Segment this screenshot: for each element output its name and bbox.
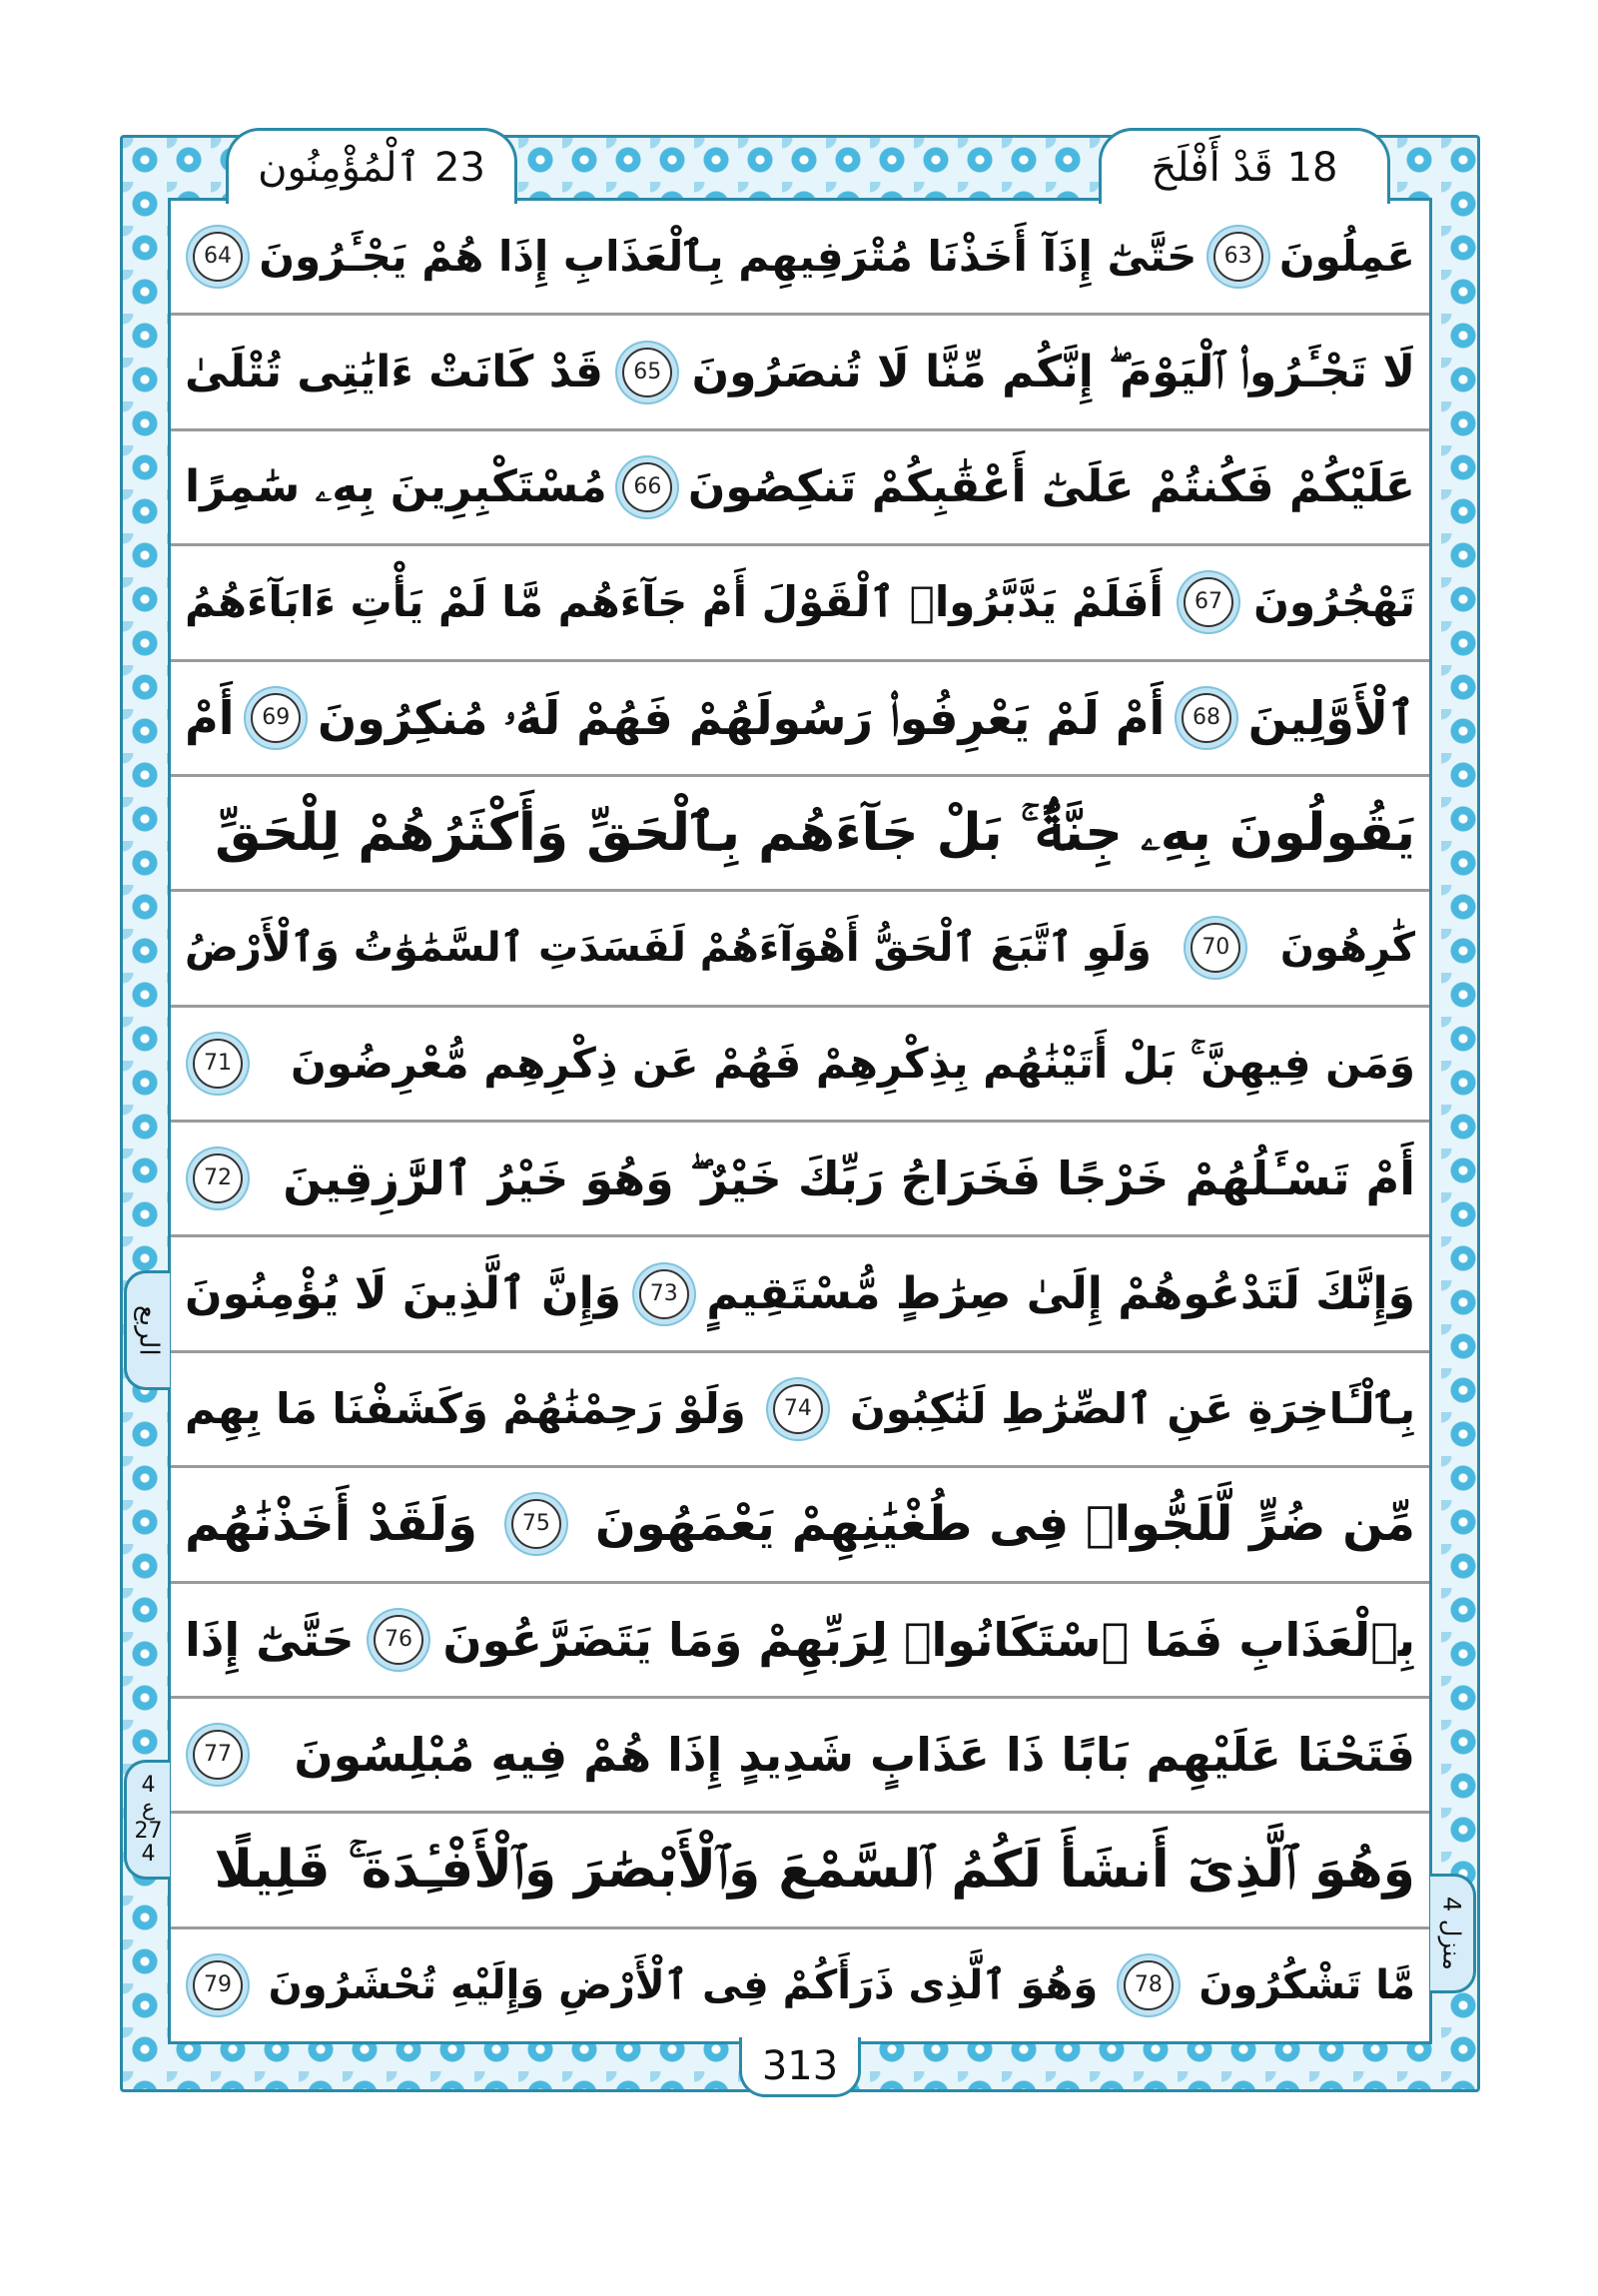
ruku-top: 4 bbox=[141, 1772, 156, 1798]
verse-text: وَلَوْ رَحِمْنَٰهُمْ وَكَشَفْنَا مَا بِهِم bbox=[185, 1383, 746, 1433]
ayah-marker: 71 bbox=[193, 1039, 243, 1089]
text-line bbox=[171, 431, 1429, 546]
verse-text: فَتَحْنَا عَلَيْهِم بَابًا ذَا عَذَابٍ شَدِيدٍ إِذَا هُمْ فِيهِ مُبْلِسُونَ bbox=[294, 1728, 1415, 1783]
verse-lines bbox=[171, 201, 1429, 2041]
rub-marker bbox=[124, 1270, 170, 1390]
ruku-bottom: 4 bbox=[141, 1842, 156, 1868]
manzil-label: منزل 4 bbox=[1437, 1897, 1466, 1970]
text-line bbox=[171, 777, 1429, 892]
text-line bbox=[171, 1353, 1429, 1468]
manzil-marker bbox=[1430, 1874, 1476, 1993]
text-line bbox=[171, 1237, 1429, 1352]
verse-text: لَا تَجْـَٔرُوا۟ ٱلْيَوْمَ ۖ إِنَّكُم مِّنَّا لَا تُنصَرُونَ bbox=[691, 346, 1415, 397]
ayah-marker: 63 bbox=[1213, 232, 1263, 282]
verse-text: تَهْجُرُونَ bbox=[1253, 577, 1415, 627]
text-line bbox=[171, 316, 1429, 430]
verse-text: وَهُوَ ٱلَّذِىٓ أَنشَأَ لَكُمُ ٱلسَّمْعَ وَٱلْأَبْصَٰرَ وَٱلْأَفْـِٔدَةَ ۚ قَلِيلًا bbox=[214, 1840, 1415, 1901]
ayah-marker: 72 bbox=[193, 1153, 243, 1203]
verse-text: ٱلْأَوَّلِينَ bbox=[1247, 690, 1415, 745]
para-name: قَدْ أَفْلَحَ bbox=[1151, 144, 1273, 191]
verse-text: وَلَوِ ٱتَّبَعَ ٱلْحَقُّ أَهْوَآءَهُمْ لَفَسَدَتِ ٱلسَّمَٰوَٰتُ وَٱلْأَرْضُ bbox=[185, 925, 1152, 972]
text-line bbox=[171, 1008, 1429, 1123]
verse-text: يَقُولُونَ بِهِۦ جِنَّةٌۢ ۚ بَلْ جَآءَهُم بِٱلْحَقِّ وَأَكْثَرُهُمْ لِلْحَقِّ bbox=[215, 803, 1415, 864]
ayah-marker: 66 bbox=[622, 462, 672, 512]
ayah-marker: 79 bbox=[193, 1960, 243, 2010]
ayah-marker: 74 bbox=[773, 1384, 823, 1434]
ayah-marker: 69 bbox=[251, 693, 301, 743]
verse-text: مُسْتَكْبِرِينَ بِهِۦ سَٰمِرًا bbox=[185, 460, 607, 512]
verse-text: مَّا تَشْكُرُونَ bbox=[1198, 1961, 1415, 2008]
rub-marker-label: الربع bbox=[133, 1304, 164, 1356]
ayah-marker: 65 bbox=[622, 348, 672, 397]
surah-title-cartouche bbox=[226, 128, 517, 204]
para-title-cartouche bbox=[1099, 128, 1390, 204]
surah-number: 23 bbox=[434, 144, 485, 191]
text-line bbox=[171, 1814, 1429, 1928]
verse-text: عَمِلُونَ bbox=[1278, 232, 1415, 282]
verse-text: وَإِنَّكَ لَتَدْعُوهُمْ إِلَىٰ صِرَٰطٍ مُّسْتَقِيمٍ bbox=[706, 1267, 1415, 1319]
verse-text: بِٱلْـَٔاخِرَةِ عَنِ ٱلصِّرَٰطِ لَنَٰكِبُونَ bbox=[850, 1383, 1415, 1433]
verse-text: أَفَلَمْ يَدَّبَّرُوا۟ ٱلْقَوْلَ أَمْ جَآءَهُم مَّا لَمْ يَأْتِ ءَابَآءَهُمُ bbox=[185, 577, 1164, 627]
surah-name: ٱلْمُؤْمِنُون bbox=[258, 144, 421, 191]
text-line bbox=[171, 201, 1429, 316]
verse-text: كَٰرِهُونَ bbox=[1279, 925, 1415, 972]
ayah-marker: 67 bbox=[1184, 577, 1233, 627]
verse-text: عَلَيْكُمْ فَكُنتُمْ عَلَىٰٓ أَعْقَٰبِكُمْ تَنكِصُونَ bbox=[687, 460, 1415, 512]
page-number-cartouche bbox=[739, 2037, 861, 2097]
verse-text: أَمْ تَسْـَٔلُهُمْ خَرْجًا فَخَرَاجُ رَبِّكَ خَيْرٌ ۖ وَهُوَ خَيْرُ ٱلرَّٰزِقِينَ bbox=[283, 1151, 1415, 1206]
ayah-marker: 70 bbox=[1191, 923, 1240, 973]
verse-text: أَمْ لَمْ يَعْرِفُوا۟ رَسُولَهُمْ فَهُمْ لَهُۥ مُنكِرُونَ bbox=[318, 690, 1166, 745]
text-line bbox=[171, 1123, 1429, 1237]
verse-text: حَتَّىٰٓ إِذَا bbox=[185, 1612, 355, 1667]
ayah-marker: 68 bbox=[1182, 693, 1231, 743]
page-number: 313 bbox=[761, 2042, 839, 2089]
text-line bbox=[171, 546, 1429, 661]
ayah-marker: 64 bbox=[193, 232, 243, 282]
ayah-marker: 73 bbox=[639, 1269, 689, 1319]
ayah-marker: 78 bbox=[1124, 1960, 1174, 2010]
text-line bbox=[171, 1584, 1429, 1699]
ruku-middle: 27 bbox=[134, 1819, 163, 1844]
verse-text: بِٱلْعَذَابِ فَمَا ٱسْتَكَانُوا۟ لِرَبِّهِمْ وَمَا يَتَضَرَّعُونَ bbox=[442, 1612, 1415, 1667]
text-line bbox=[171, 662, 1429, 777]
verse-text: حَتَّىٰٓ إِذَآ أَخَذْنَا مُتْرَفِيهِم بِٱلْعَذَابِ إِذَا هُمْ يَجْـَٔرُونَ bbox=[259, 232, 1198, 282]
verse-text: مِّن ضُرٍّ لَّلَجُّوا۟ فِى طُغْيَٰنِهِمْ يَعْمَهُونَ bbox=[594, 1496, 1415, 1553]
text-line bbox=[171, 892, 1429, 1007]
text-line bbox=[171, 1699, 1429, 1814]
text-line bbox=[171, 1929, 1429, 2041]
verse-text: وَإِنَّ ٱلَّذِينَ لَا يُؤْمِنُونَ bbox=[185, 1267, 622, 1319]
ayah-marker: 76 bbox=[374, 1615, 423, 1665]
verse-text: وَلَقَدْ أَخَذْنَٰهُم bbox=[185, 1496, 477, 1553]
ayah-marker: 77 bbox=[193, 1730, 243, 1780]
verse-text: وَهُوَ ٱلَّذِى ذَرَأَكُمْ فِى ٱلْأَرْضِ وَإِلَيْهِ تُحْشَرُونَ bbox=[268, 1961, 1099, 2008]
verse-text: قَدْ كَانَتْ ءَايَٰتِى تُتْلَىٰ bbox=[185, 346, 603, 397]
ruku-marker bbox=[124, 1760, 170, 1880]
ayah-marker: 75 bbox=[511, 1499, 561, 1549]
verse-text: أَمْ bbox=[185, 690, 235, 745]
verse-text: وَمَن فِيهِنَّ ۚ بَلْ أَتَيْنَٰهُم بِذِكْرِهِمْ فَهُمْ عَن ذِكْرِهِم مُّعْرِضُونَ bbox=[291, 1038, 1415, 1088]
text-line bbox=[171, 1468, 1429, 1583]
para-number: 18 bbox=[1286, 144, 1338, 191]
ruku-symbol: ع bbox=[141, 1795, 156, 1821]
